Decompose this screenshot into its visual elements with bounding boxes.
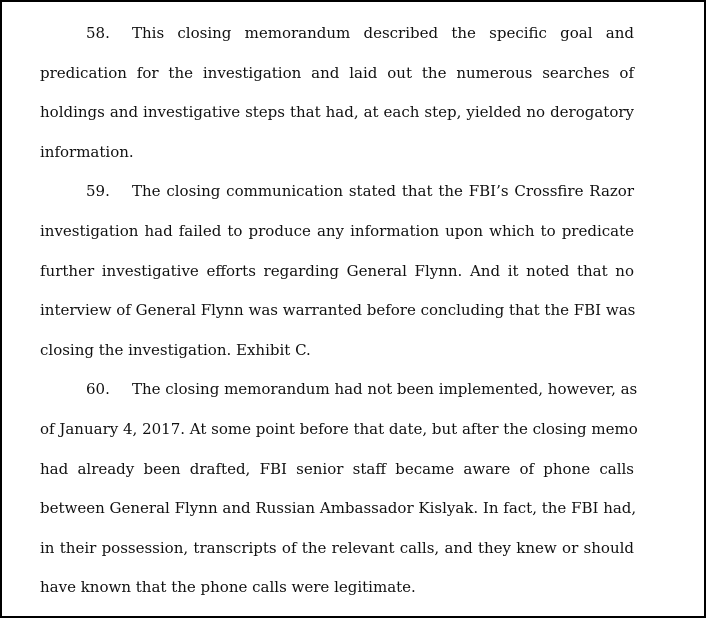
- paragraph-first-line: [40, 177, 634, 217]
- paragraph-first-line-text: The closing communication stated that the FBI’s Crossfire Razor: [132, 182, 634, 201]
- paragraph-line: between General Flynn and Russian Ambassador Kislyak. In fact, the FBI had,: [40, 499, 637, 518]
- paragraph-number: 60.: [86, 380, 110, 399]
- paragraph-line: investigation had failed to produce any information upon which to predicate: [40, 221, 634, 240]
- paragraph-line: of January 4, 2017. At some point before that date, but after the closing memo: [40, 419, 638, 438]
- paragraph-line: in their possession, transcripts of the relevant calls, and they knew or should: [40, 538, 634, 557]
- paragraph-60: [40, 375, 638, 613]
- document-body: [40, 19, 638, 613]
- paragraph-first-line: [40, 19, 634, 59]
- paragraph-line: holdings and investigative steps that had, at each step, yielded no derogatory: [40, 103, 634, 122]
- paragraph-58: [40, 19, 634, 177]
- paragraph-first-line: [40, 375, 638, 415]
- paragraph-first-line-text: The closing memorandum had not been implemented, however, as: [132, 380, 638, 399]
- paragraph-line: predication for the investigation and laid out the numerous searches of: [40, 63, 634, 82]
- paragraph-line: further investigative efforts regarding General Flynn. And it noted that no: [40, 261, 634, 280]
- paragraph-59: [40, 177, 634, 375]
- paragraph-first-line-text: This closing memorandum described the specific goal and: [132, 24, 634, 42]
- paragraph-last-line: have known that the phone calls were legitimate.: [40, 578, 416, 597]
- paragraph-number: 58.: [86, 24, 110, 42]
- paragraph-line: interview of General Flynn was warranted before concluding that the FBI was: [40, 301, 636, 320]
- paragraph-last-line: information.: [40, 142, 134, 161]
- paragraph-line: had already been drafted, FBI senior staff became aware of phone calls: [40, 459, 634, 478]
- paragraph-number: 59.: [86, 182, 110, 201]
- paragraph-last-line: closing the investigation. Exhibit C.: [40, 340, 311, 359]
